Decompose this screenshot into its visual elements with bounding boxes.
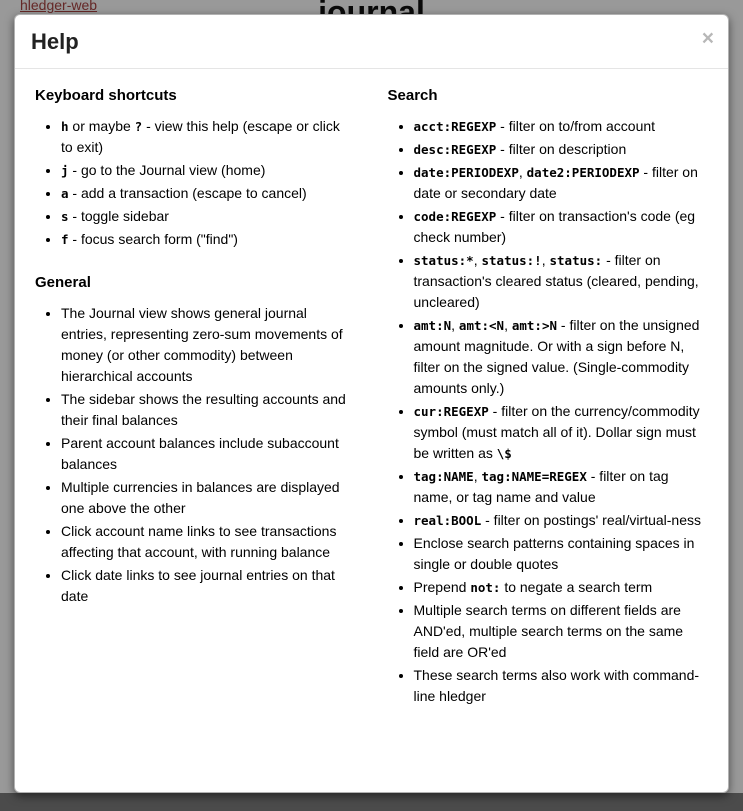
- text-segment: - add a transaction (escape to cancel): [68, 185, 307, 202]
- code-token: h: [61, 119, 69, 135]
- list-item: [414, 162, 709, 204]
- modal-body: [15, 69, 728, 735]
- modal-header: [15, 15, 728, 69]
- code-token: cur:REGEXP: [413, 404, 489, 420]
- text-segment: - filter on description: [496, 141, 627, 158]
- list-item: [61, 303, 354, 387]
- code-token: a: [61, 186, 69, 202]
- right-column: [372, 87, 709, 717]
- code-token: amt:<N: [458, 318, 505, 334]
- code-token: j: [61, 163, 69, 179]
- code-token: date2:PERIODEXP: [526, 165, 640, 181]
- section-heading-search: Search: [387, 87, 438, 105]
- section-heading-general: General: [35, 274, 91, 292]
- text-segment: - filter on date or secondary date: [413, 164, 698, 202]
- text-segment: Click date links to see journal entries on that date: [61, 567, 335, 605]
- list-item: [414, 401, 709, 464]
- list-item: [414, 665, 709, 707]
- list-item: [61, 521, 354, 563]
- code-token: date:PERIODEXP: [413, 165, 519, 181]
- modal-title: Help: [31, 29, 79, 54]
- text-segment: ,: [473, 468, 482, 485]
- text-segment: - filter on postings' real/virtual-ness: [481, 512, 701, 529]
- text-segment: - toggle sidebar: [68, 208, 169, 225]
- text-segment: The sidebar shows the resulting accounts and their final balances: [61, 391, 346, 429]
- text-segment: These search terms also work with command-line hledger: [413, 667, 700, 705]
- code-token: status:*: [413, 253, 474, 269]
- text-segment: Enclose search patterns containing spaces in single or double quotes: [413, 535, 695, 573]
- list-item: [61, 206, 354, 227]
- list-item: [414, 466, 709, 508]
- text-segment: ,: [541, 252, 550, 269]
- text-segment: Prepend: [413, 579, 471, 596]
- text-segment: to negate a search term: [500, 579, 653, 596]
- text-segment: - filter on the unsigned amount magnitude. Or with a sign before N, filter on the signed value. (Single-commodity amounts only.): [413, 317, 700, 397]
- code-token: desc:REGEXP: [413, 142, 497, 158]
- keyboard-shortcuts-list: [35, 116, 354, 250]
- code-token: f: [61, 232, 69, 248]
- code-token: code:REGEXP: [413, 209, 497, 225]
- code-token: status:!: [481, 253, 542, 269]
- code-token: tag:NAME=REGEX: [481, 469, 587, 485]
- list-item: [61, 565, 354, 607]
- code-token: status:: [549, 253, 603, 269]
- code-token: \$: [496, 446, 512, 462]
- text-segment: Click account name links to see transactions affecting that account, with running balance: [61, 523, 337, 561]
- text-segment: ,: [451, 317, 459, 334]
- list-item: [414, 600, 709, 663]
- code-token: acct:REGEXP: [413, 119, 497, 135]
- list-item: [414, 510, 709, 531]
- text-segment: The Journal view shows general journal entries, representing zero-sum movements of money (or other commodity) between hierarchical accounts: [61, 305, 343, 385]
- text-segment: - filter on tag name, or tag name and value: [413, 468, 669, 506]
- code-token: ?: [134, 119, 143, 135]
- text-segment: - filter on transaction's code (eg check number): [413, 208, 696, 246]
- list-item: [414, 139, 709, 160]
- section-search: [388, 87, 709, 707]
- list-item: [414, 577, 709, 598]
- code-token: not:: [470, 580, 501, 596]
- text-segment: or maybe: [68, 118, 135, 135]
- general-list: [35, 303, 354, 607]
- list-item: [61, 229, 354, 250]
- text-segment: - focus search form ("find"): [68, 231, 238, 248]
- section-keyboard-shortcuts: [35, 87, 354, 250]
- list-item: [61, 477, 354, 519]
- section-general: [35, 274, 354, 607]
- list-item: [61, 433, 354, 475]
- text-segment: - filter on to/from account: [496, 118, 656, 135]
- text-segment: ,: [518, 164, 527, 181]
- text-segment: - filter on transaction's cleared status (cleared, pending, uncleared): [413, 252, 699, 311]
- code-token: amt:N: [413, 318, 452, 334]
- code-token: s: [61, 209, 69, 225]
- text-segment: Multiple currencies in balances are displayed one above the other: [61, 479, 340, 517]
- list-item: [414, 315, 709, 399]
- text-segment: Multiple search terms on different fields are AND'ed, multiple search terms on the same field are OR'ed: [413, 602, 684, 661]
- text-segment: - view this help (escape or click to exit): [61, 118, 340, 156]
- code-token: tag:NAME: [413, 469, 474, 485]
- list-item: [61, 183, 354, 204]
- code-token: real:BOOL: [413, 513, 482, 529]
- text-segment: ,: [473, 252, 482, 269]
- search-list: [388, 116, 709, 707]
- list-item: [414, 250, 709, 313]
- list-item: [61, 160, 354, 181]
- text-segment: ,: [504, 317, 512, 334]
- code-token: amt:>N: [511, 318, 558, 334]
- left-column: [35, 87, 372, 717]
- list-item: [61, 116, 354, 158]
- text-segment: - filter on the currency/commodity symbol (must match all of it). Dollar sign must be written as: [413, 403, 700, 462]
- help-modal: [14, 14, 729, 793]
- section-heading-keyboard-shortcuts: Keyboard shortcuts: [35, 87, 177, 105]
- close-icon[interactable]: ×: [701, 27, 714, 50]
- list-item: [414, 533, 709, 575]
- text-segment: Parent account balances include subaccount balances: [61, 435, 339, 473]
- list-item: [414, 116, 709, 137]
- list-item: [414, 206, 709, 248]
- list-item: [61, 389, 354, 431]
- text-segment: - go to the Journal view (home): [68, 162, 266, 179]
- brand-link[interactable]: hledger-web: [20, 0, 98, 13]
